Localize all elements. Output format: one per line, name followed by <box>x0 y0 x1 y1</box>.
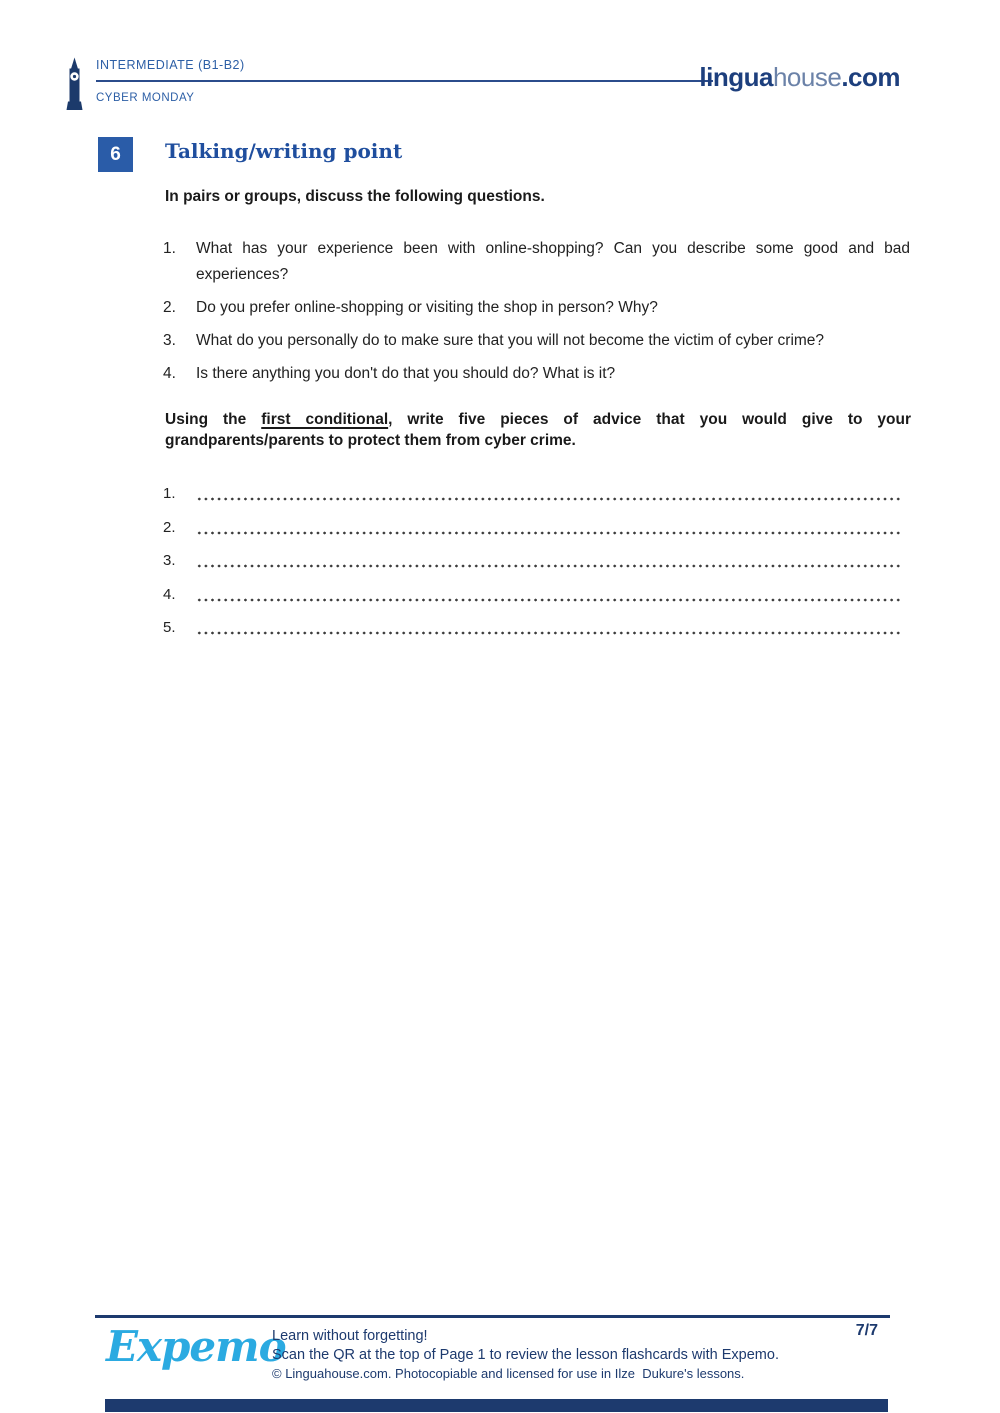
footer-copyright: © Linguahouse.com. Photocopiable and licensed for use in Ilze Dukure's lessons. <box>272 1366 745 1381</box>
dotted-answer-line <box>196 585 903 605</box>
answer-number: 1. <box>163 485 176 502</box>
linguahouse-logo <box>699 62 900 93</box>
answer-number: 4. <box>163 585 176 603</box>
page-number: 7/7 <box>855 1322 878 1339</box>
task-suffix: , write five pieces of advice that you would give to your grandparents/parents to protect them from cyber crime. <box>165 411 912 449</box>
answer-lines <box>163 484 903 652</box>
question-number: 3. <box>163 332 176 349</box>
question-text: Is there anything you don't do that you should do? What is it? <box>196 365 616 382</box>
question-number: 4. <box>163 365 176 382</box>
answer-line <box>163 484 903 504</box>
logo-house: house <box>772 62 842 92</box>
lesson-title: CYBER MONDAY <box>96 92 195 104</box>
question-item <box>163 361 910 387</box>
footer-tagline: Learn without forgetting! <box>272 1328 428 1344</box>
answer-line <box>163 518 903 538</box>
question-item <box>163 295 910 321</box>
answer-number: 3. <box>163 552 176 569</box>
question-text: Do you prefer online-shopping or visiting the shop in person? Why? <box>196 299 658 316</box>
level-label: INTERMEDIATE (B1-B2) <box>96 58 245 72</box>
question-item <box>163 328 910 354</box>
writing-task <box>165 410 911 451</box>
question-item <box>163 236 910 288</box>
header-rule <box>96 80 713 82</box>
answer-number: 2. <box>163 518 176 536</box>
footer-rule <box>95 1315 890 1318</box>
bigben-tower-icon <box>61 57 88 111</box>
logo-lingua: lingua <box>699 62 773 92</box>
footer-scan-info: Scan the QR at the top of Page 1 to review the lesson flashcards with Expemo. <box>272 1347 779 1363</box>
dotted-answer-line <box>196 518 903 538</box>
logo-com: .com <box>841 62 900 92</box>
section-title: Talking/writing point <box>165 139 403 163</box>
answer-number: 5. <box>163 619 176 636</box>
section-number-badge: 6 <box>98 137 133 172</box>
answer-line <box>163 585 903 605</box>
answer-line <box>163 618 903 638</box>
dotted-answer-line <box>196 618 903 638</box>
footer-text-block <box>272 1327 779 1383</box>
question-number: 1. <box>163 240 176 257</box>
section-intro: In pairs or groups, discuss the following questions. <box>165 188 545 205</box>
dotted-answer-line <box>196 484 903 504</box>
question-number: 2. <box>163 299 176 316</box>
task-underlined-phrase: first conditional <box>261 411 389 428</box>
dotted-answer-line <box>196 551 903 571</box>
question-text: What has your experience been with online-shopping? Can you describe some good and bad experiences? <box>196 240 910 283</box>
task-prefix: Using the <box>165 411 262 428</box>
expemo-logo: Expemo <box>106 1322 286 1371</box>
footer-bottom-bar <box>105 1399 888 1412</box>
questions-list <box>163 236 910 394</box>
question-text: What do you personally do to make sure that you will not become the victim of cyber crime? <box>196 332 825 349</box>
answer-line <box>163 551 903 571</box>
